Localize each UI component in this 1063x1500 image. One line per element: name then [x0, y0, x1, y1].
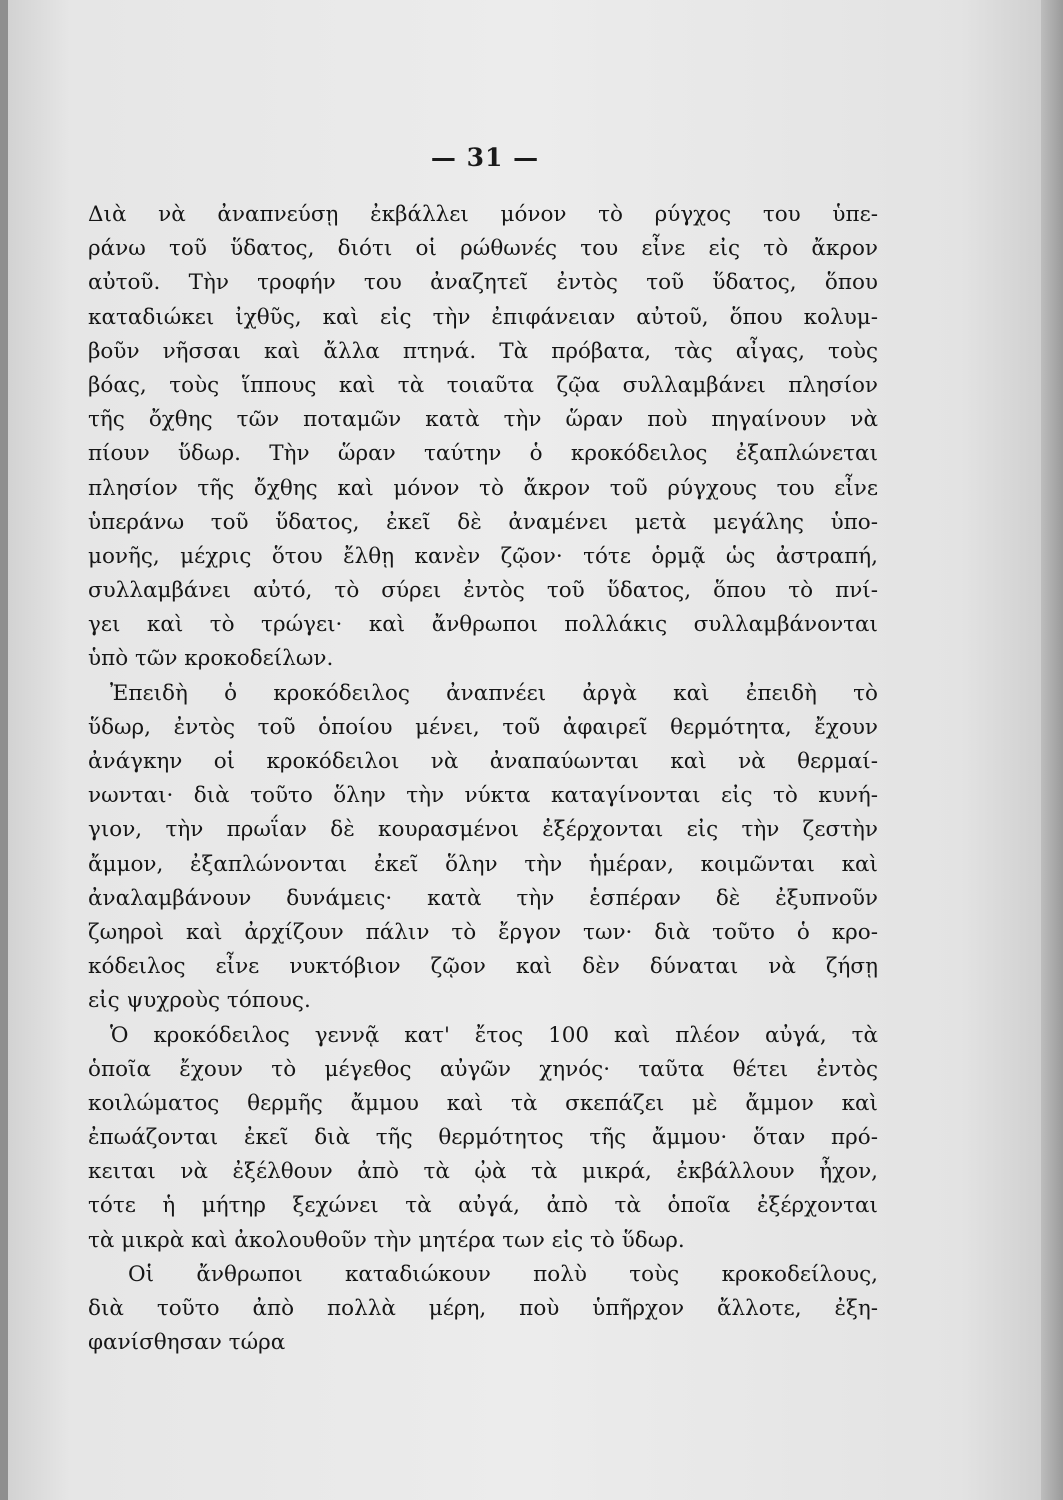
text-line: ὑπεράνω τοῦ ὕδατος, ἐκεῖ δὲ ἀναμένει μετὰ μεγάλης ὑπο- [88, 509, 878, 535]
text-line: ἀνάγκην οἱ κροκόδειλοι νὰ ἀναπαύωνται καὶ νὰ θερμαί- [88, 749, 878, 774]
text-line: πλησίον τῆς ὄχθης καὶ μόνον τὸ ἄκρον τοῦ ρύγχους του εἶνε [88, 475, 878, 501]
text-line: κοιλώματος θερμῆς ἄμμου καὶ τὰ σκεπάζει μὲ ἄμμον καὶ [88, 1090, 878, 1116]
text-line: μονῆς, μέχρις ὅτου ἔλθῃ κανὲν ζῷον· τότε ὁρμᾷ ὡς ἀστραπή, [88, 543, 878, 569]
text-line: Οἱ ἄνθρωποι καταδιώκουν πολὺ τοὺς κροκοδείλους, [128, 1261, 878, 1287]
text-line: ράνω τοῦ ὕδατος, διότι οἱ ρώθωνές του εἶνε εἰς τὸ ἄκρον [88, 236, 878, 262]
text-line: κόδειλος εἶνε νυκτόβιον ζῷον καὶ δὲν δύναται νὰ ζήσῃ [88, 954, 878, 980]
text-line: νωνται· διὰ τοῦτο ὅλην τὴν νύκτα καταγίνονται εἰς τὸ κυνή- [88, 783, 878, 809]
text-line: τῆς ὄχθης τῶν ποταμῶν κατὰ τὴν ὥραν ποὺ πηγαίνουν νὰ [88, 407, 878, 433]
text-line: εἰς ψυχροὺς τόπους. [88, 988, 311, 1014]
text-line: τὰ μικρὰ καὶ ἀκολουθοῦν τὴν μητέρα των εἰς τὸ ὕδωρ. [88, 1227, 685, 1253]
text-line: συλλαμβάνει αὐτό, τὸ σύρει ἐντὸς τοῦ ὕδατος, ὅπου τὸ πνί- [88, 578, 878, 604]
text-line: καταδιώκει ἰχθῦς, καὶ εἰς τὴν ἐπιφάνειαν αὐτοῦ, ὅπου κολυμ- [88, 304, 878, 330]
text-line: ζωηροὶ καὶ ἀρχίζουν πάλιν τὸ ἔργον των· διὰ τοῦτο ὁ κρο- [88, 919, 878, 945]
text-line: φανίσθησαν τώρα [88, 1330, 286, 1356]
text-line: βόας, τοὺς ἵππους καὶ τὰ τοιαῦτα ζῷα συλλαμβάνει πλησίον [88, 372, 878, 398]
paper-sheet [8, 0, 1044, 1500]
text-line: ἀναλαμβάνουν δυνάμεις· κατὰ τὴν ἑσπέραν δὲ ἐξυπνοῦν [88, 885, 878, 911]
text-line: ἐπωάζονται ἐκεῖ διὰ τῆς θερμότητος τῆς ἄμμου· ὅταν πρό- [88, 1125, 878, 1151]
text-line: τότε ἡ μήτηρ ξεχώνει τὰ αὐγά, ἀπὸ τὰ ὁποῖα ἐξέρχονται [88, 1193, 878, 1219]
text-line: διὰ τοῦτο ἀπὸ πολλὰ μέρη, ποὺ ὑπῆρχον ἄλλοτε, ἐξη- [88, 1296, 878, 1321]
text-line: κειται νὰ ἐξέλθουν ἀπὸ τὰ ᾠὰ τὰ μικρά, ἐκβάλλουν ἦχον, [88, 1159, 878, 1185]
text-line: γιον, τὴν πρωΐαν δὲ κουρασμένοι ἐξέρχονται εἰς τὴν ζεστὴν [88, 817, 878, 843]
text-line: αὐτοῦ. Τὴν τροφήν του ἀναζητεῖ ἐντὸς τοῦ ὕδατος, ὅπου [88, 270, 878, 296]
text-line: ὕδωρ, ἐντὸς τοῦ ὁποίου μένει, τοῦ ἀφαιρεῖ θερμότητα, ἔχουν [88, 714, 878, 740]
text-line: Διὰ νὰ ἀναπνεύσῃ ἐκβάλλει μόνον τὸ ρύγχος του ὑπε- [88, 202, 878, 227]
text-line: Ὁ κροκόδειλος γεννᾷ κατ' ἔτος 100 καὶ πλέον αὐγά, τὰ [110, 1022, 878, 1048]
text-line: ἄμμον, ἐξαπλώνονται ἐκεῖ ὅλην τὴν ἡμέραν, κοιμῶνται καὶ [88, 851, 878, 877]
page-edge-shadow [1041, 0, 1063, 1500]
text-line: Ἐπειδὴ ὁ κροκόδειλος ἀναπνέει ἀργὰ καὶ ἐπειδὴ τὸ [110, 680, 878, 706]
body-text [88, 198, 878, 1360]
text-line: ὑπὸ τῶν κροκοδείλων. [88, 646, 334, 672]
text-line: βοῦν νῆσσαι καὶ ἄλλα πτηνά. Τὰ πρόβατα, τὰς αἶγας, τοὺς [88, 338, 878, 364]
page-number: — 31 — [430, 143, 540, 172]
text-line: πίουν ὕδωρ. Τὴν ὥραν ταύτην ὁ κροκόδειλος ἐξαπλώνεται [88, 441, 878, 467]
text-line: γει καὶ τὸ τρώγει· καὶ ἄνθρωποι πολλάκις συλλαμβάνονται [88, 612, 878, 638]
text-line: ὁποῖα ἔχουν τὸ μέγεθος αὐγῶν χηνός· ταῦτα θέτει ἐντὸς [88, 1056, 878, 1082]
